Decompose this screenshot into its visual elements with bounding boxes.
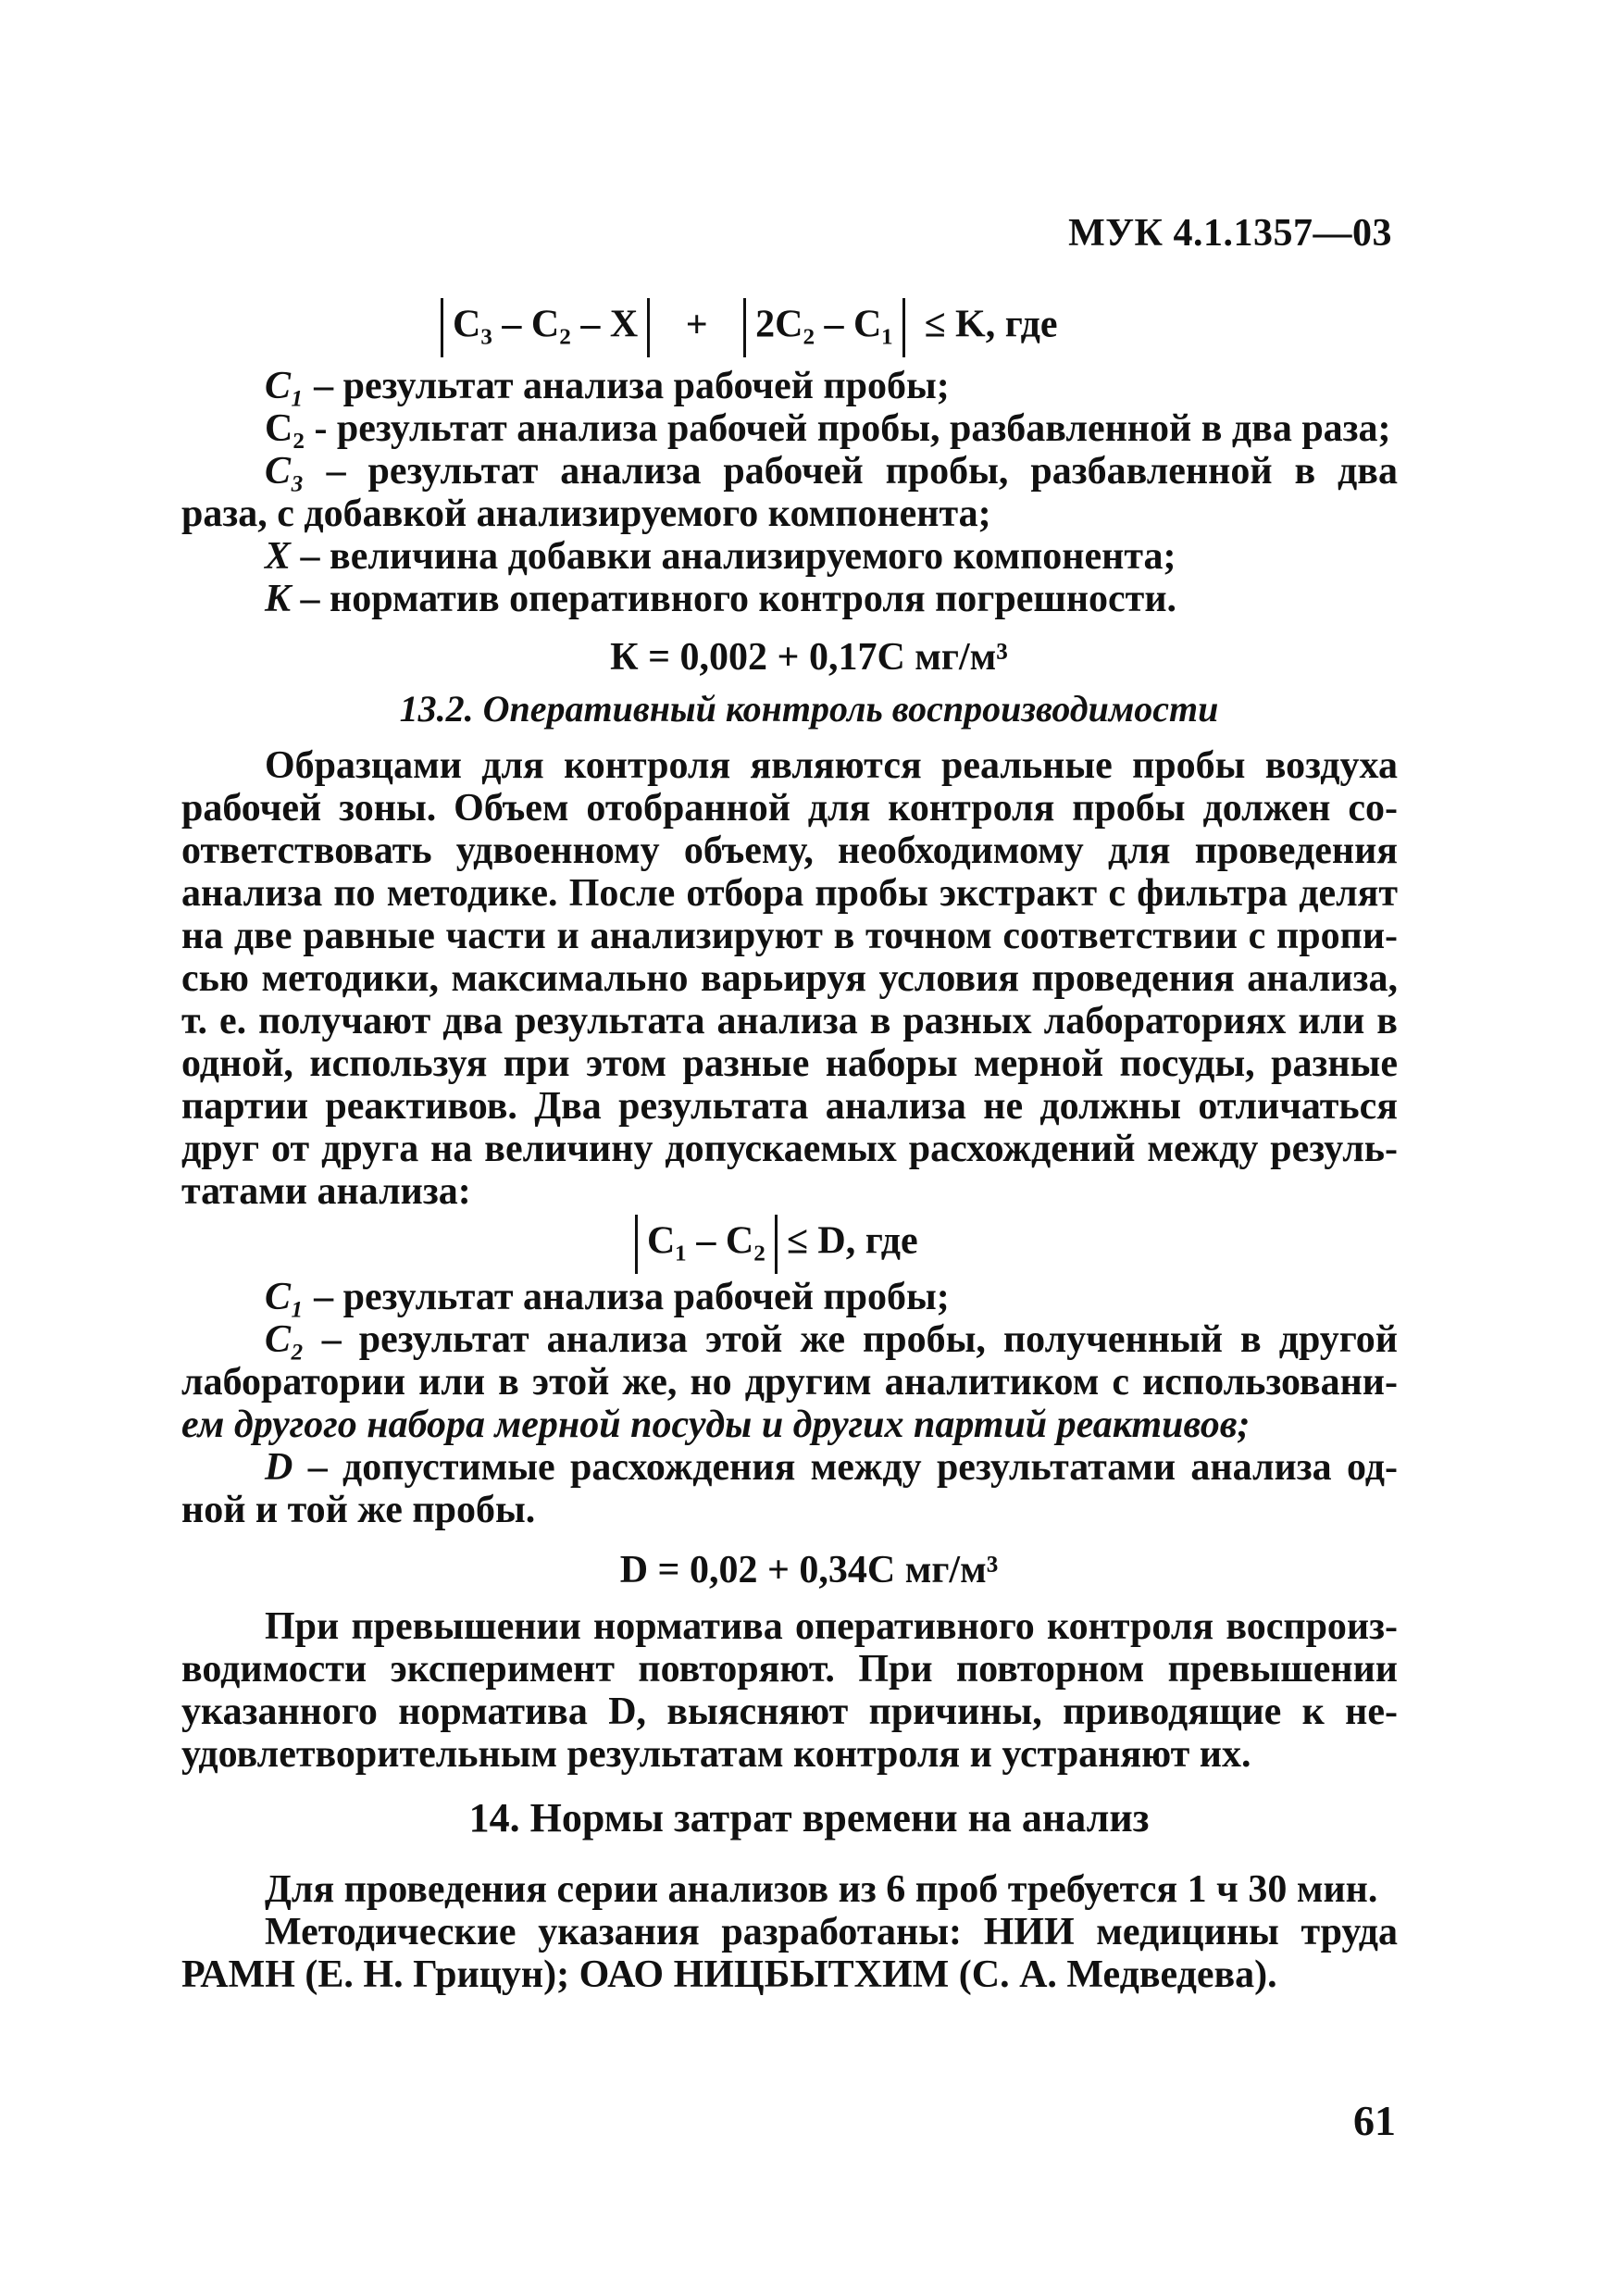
text-line: друг от друга на величину допускаемых расхождений между резуль- (181, 1128, 1398, 1170)
text-line: татами анализа: (181, 1170, 471, 1213)
abs-bar (775, 1215, 778, 1274)
text-line: РАМН (Е. Н. Грицун); ОАО НИЦБЫТХИМ (С. А. Медведева). (181, 1953, 1277, 1996)
text-line: анализа по методике. После отбора пробы экстракт с фильтра делят (181, 872, 1398, 915)
text-line: удовлетворительным результатам контроля и устраняют их. (181, 1733, 1251, 1776)
formula-abs-1: C₃ – C₂ – X (453, 303, 639, 346)
abs-bar (647, 298, 650, 357)
definition-line: лаборатории или в этой же, но другим аналитиком с использовани- (181, 1361, 1398, 1404)
definitions-1 (181, 365, 1398, 620)
abs-bar (635, 1215, 638, 1274)
paragraph-time-norms (181, 1868, 1398, 1996)
formula-k-norm: К = 0,002 + 0,17С мг/м³ (610, 636, 1008, 679)
paragraph-exceedance (181, 1605, 1398, 1776)
abs-bar (902, 298, 905, 357)
definition-line: K – норматив оперативного контроля погрешности. (265, 578, 1177, 620)
formula-tail: ≤ K, где (924, 303, 1058, 346)
text-line: ответствовать удвоенному объему, необходимому для проведения (181, 830, 1398, 872)
paragraph-sampling (181, 744, 1398, 1213)
formula-abs-2: 2C₂ – C₁ (755, 303, 893, 346)
formula-error-check (431, 298, 1058, 357)
definition-line: C₂ – результат анализа этой же пробы, полученный в другой (265, 1318, 1398, 1361)
page-number: 61 (1353, 2097, 1396, 2144)
text-line: Методические указания разработаны: НИИ медицины труда (265, 1911, 1398, 1953)
definition-line: D – допустимые расхождения между результатами анализа од- (265, 1446, 1398, 1489)
definition-line: ем другого набора мерной посуды и других партий реактивов; (181, 1404, 1251, 1446)
definition-line: C₁ – результат анализа рабочей пробы; (265, 1276, 950, 1318)
text-line: т. е. получают два результата анализа в разных лабораториях или в (181, 1000, 1398, 1042)
definition-line: раза, с добавкой анализируемого компонента; (181, 493, 991, 535)
abs-bar (441, 298, 443, 357)
definition-line: ной и той же пробы. (181, 1489, 536, 1531)
definition-line: C₁ – результат анализа рабочей пробы; (265, 365, 950, 407)
formula-d-norm: D = 0,02 + 0,34С мг/м³ (619, 1549, 999, 1591)
text-line: на две равные части и анализируют в точном соответствии с пропи- (181, 915, 1398, 957)
text-line: указанного норматива D, выясняют причины, приводящие к не- (181, 1691, 1398, 1733)
abs-bar (743, 298, 746, 357)
section-title: 14. Нормы затрат времени на анализ (468, 1795, 1150, 1841)
text-line: Для проведения серии анализов из 6 проб требуется 1 ч 30 мин. (265, 1868, 1378, 1911)
text-line: При превышении норматива оперативного контроля воспроиз- (265, 1605, 1398, 1648)
formula-reproducibility: C₁ – C₂ ≤ D, где (626, 1215, 918, 1274)
formula-plus: + (685, 303, 708, 346)
text-line: Образцами для контроля являются реальные пробы воздуха (265, 744, 1398, 787)
subsection-title: 13.2. Оперативный контроль воспроизводимости (399, 688, 1219, 730)
text-line: партии реактивов. Два результата анализа не должны отличаться (181, 1085, 1398, 1128)
definitions-2 (181, 1276, 1398, 1531)
definition-line: C₃ – результат анализа рабочей пробы, разбавленной в два (265, 450, 1398, 493)
definition-line: X – величина добавки анализируемого компонента; (265, 535, 1176, 578)
text-line: одной, используя при этом разные наборы мерной посуды, разные (181, 1042, 1398, 1085)
text-line: рабочей зоны. Объем отобранной для контроля пробы должен со- (181, 787, 1398, 830)
text-line: сью методики, максимально варьируя условия проведения анализа, (181, 957, 1398, 1000)
text-line: водимости эксперимент повторяют. При повторном превышении (181, 1648, 1398, 1691)
definition-line: C₂ - результат анализа рабочей пробы, разбавленной в два раза; (265, 407, 1391, 450)
document-code: МУК 4.1.1357—03 (1068, 212, 1392, 255)
